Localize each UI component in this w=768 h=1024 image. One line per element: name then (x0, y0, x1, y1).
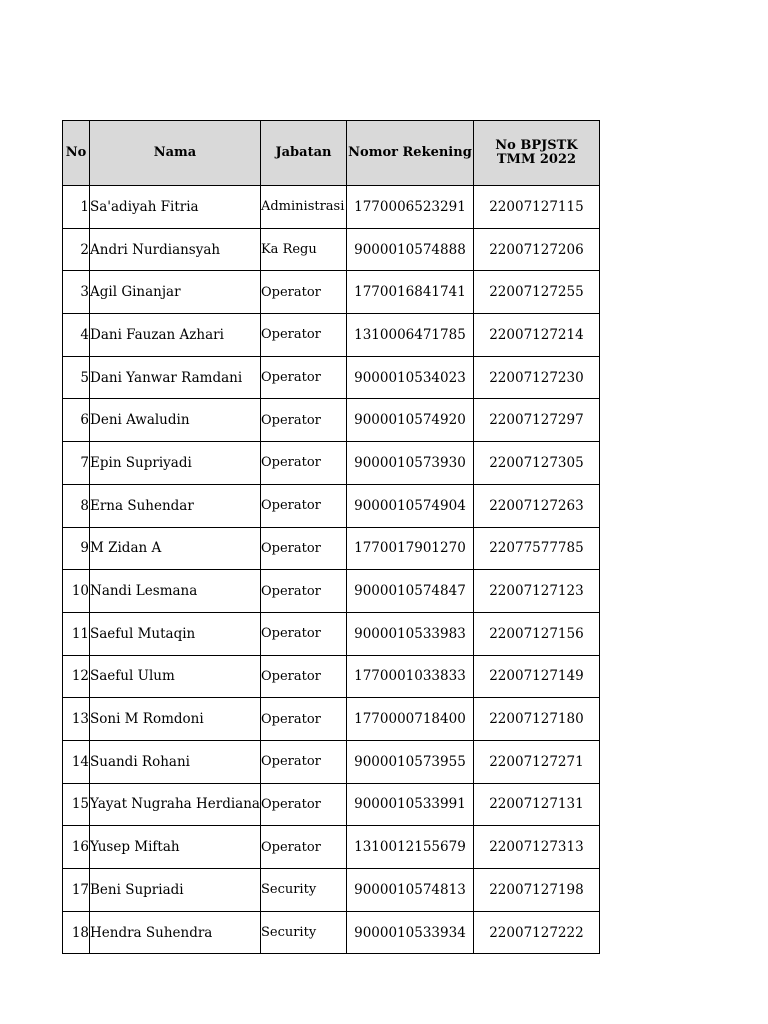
cell-no-bpjstk: 22007127230 (473, 356, 599, 399)
cell-no: 1 (63, 186, 90, 229)
cell-no: 16 (63, 826, 90, 869)
cell-no: 10 (63, 570, 90, 613)
cell-jabatan: Operator (260, 826, 346, 869)
table-row (63, 869, 600, 912)
table-row (63, 484, 600, 527)
table-row (63, 612, 600, 655)
header-no: No (63, 121, 90, 186)
cell-no-bpjstk: 22007127180 (473, 698, 599, 741)
cell-no: 13 (63, 698, 90, 741)
cell-no: 8 (63, 484, 90, 527)
cell-nomor-rekening: 9000010574904 (346, 484, 473, 527)
table-body (63, 186, 600, 954)
cell-nama: Hendra Suhendra (90, 911, 261, 954)
cell-jabatan: Operator (260, 740, 346, 783)
header-no-bpjstk: No BPJSTK TMM 2022 (473, 121, 599, 186)
cell-no: 15 (63, 783, 90, 826)
table-row (63, 655, 600, 698)
cell-nomor-rekening: 1770016841741 (346, 271, 473, 314)
table-row (63, 228, 600, 271)
cell-no: 14 (63, 740, 90, 783)
cell-nama: Deni Awaludin (90, 399, 261, 442)
cell-nama: Agil Ginanjar (90, 271, 261, 314)
cell-no-bpjstk: 22007127131 (473, 783, 599, 826)
cell-no: 3 (63, 271, 90, 314)
table-row (63, 570, 600, 613)
cell-no-bpjstk: 22007127305 (473, 442, 599, 485)
cell-jabatan: Operator (260, 612, 346, 655)
cell-jabatan: Security (260, 911, 346, 954)
table-row (63, 527, 600, 570)
table-row (63, 356, 600, 399)
cell-nama: Beni Supriadi (90, 869, 261, 912)
cell-nama: Suandi Rohani (90, 740, 261, 783)
cell-nama: Soni M Romdoni (90, 698, 261, 741)
cell-nama: Sa'adiyah Fitria (90, 186, 261, 229)
cell-nomor-rekening: 9000010534023 (346, 356, 473, 399)
cell-no-bpjstk: 22007127297 (473, 399, 599, 442)
cell-jabatan: Operator (260, 399, 346, 442)
table-row (63, 314, 600, 357)
cell-jabatan: Ka Regu (260, 228, 346, 271)
cell-nama: Dani Fauzan Azhari (90, 314, 261, 357)
header-jabatan: Jabatan (260, 121, 346, 186)
cell-nama: Saeful Ulum (90, 655, 261, 698)
cell-nomor-rekening: 9000010574888 (346, 228, 473, 271)
cell-no: 17 (63, 869, 90, 912)
cell-nama: Epin Supriyadi (90, 442, 261, 485)
employee-table (62, 120, 600, 954)
cell-jabatan: Operator (260, 271, 346, 314)
cell-nomor-rekening: 1770000718400 (346, 698, 473, 741)
cell-no-bpjstk: 22007127263 (473, 484, 599, 527)
cell-jabatan: Operator (260, 698, 346, 741)
cell-nomor-rekening: 1770006523291 (346, 186, 473, 229)
cell-no-bpjstk: 22077577785 (473, 527, 599, 570)
header-nomor-rekening: Nomor Rekening (346, 121, 473, 186)
cell-nomor-rekening: 1770017901270 (346, 527, 473, 570)
cell-nama: Nandi Lesmana (90, 570, 261, 613)
table-row (63, 186, 600, 229)
cell-no: 5 (63, 356, 90, 399)
cell-no-bpjstk: 22007127222 (473, 911, 599, 954)
cell-no: 12 (63, 655, 90, 698)
cell-no-bpjstk: 22007127198 (473, 869, 599, 912)
cell-jabatan: Security (260, 869, 346, 912)
cell-no-bpjstk: 22007127149 (473, 655, 599, 698)
cell-no: 9 (63, 527, 90, 570)
cell-jabatan: Administrasi (260, 186, 346, 229)
cell-nomor-rekening: 9000010574847 (346, 570, 473, 613)
table-row (63, 271, 600, 314)
cell-nomor-rekening: 9000010574813 (346, 869, 473, 912)
table-header (63, 121, 600, 186)
cell-no-bpjstk: 22007127214 (473, 314, 599, 357)
cell-jabatan: Operator (260, 314, 346, 357)
table-row (63, 740, 600, 783)
cell-jabatan: Operator (260, 442, 346, 485)
cell-nama: Dani Yanwar Ramdani (90, 356, 261, 399)
cell-nomor-rekening: 1310012155679 (346, 826, 473, 869)
cell-no: 11 (63, 612, 90, 655)
cell-nomor-rekening: 9000010573930 (346, 442, 473, 485)
cell-nomor-rekening: 9000010574920 (346, 399, 473, 442)
cell-no-bpjstk: 22007127206 (473, 228, 599, 271)
cell-no-bpjstk: 22007127313 (473, 826, 599, 869)
cell-nomor-rekening: 9000010573955 (346, 740, 473, 783)
cell-nama: Saeful Mutaqin (90, 612, 261, 655)
table-row (63, 826, 600, 869)
cell-jabatan: Operator (260, 527, 346, 570)
cell-jabatan: Operator (260, 655, 346, 698)
cell-no: 18 (63, 911, 90, 954)
cell-nomor-rekening: 1310006471785 (346, 314, 473, 357)
cell-no-bpjstk: 22007127156 (473, 612, 599, 655)
cell-nomor-rekening: 9000010533983 (346, 612, 473, 655)
cell-nama: Erna Suhendar (90, 484, 261, 527)
cell-jabatan: Operator (260, 570, 346, 613)
header-nama: Nama (90, 121, 261, 186)
cell-jabatan: Operator (260, 356, 346, 399)
cell-no-bpjstk: 22007127123 (473, 570, 599, 613)
cell-nama: Andri Nurdiansyah (90, 228, 261, 271)
cell-nama: M Zidan A (90, 527, 261, 570)
table-row (63, 442, 600, 485)
cell-no: 6 (63, 399, 90, 442)
header-row (63, 121, 600, 186)
cell-jabatan: Operator (260, 783, 346, 826)
cell-no: 4 (63, 314, 90, 357)
table-row (63, 783, 600, 826)
cell-nomor-rekening: 9000010533991 (346, 783, 473, 826)
cell-jabatan: Operator (260, 484, 346, 527)
cell-no-bpjstk: 22007127255 (473, 271, 599, 314)
cell-no-bpjstk: 22007127115 (473, 186, 599, 229)
table-row (63, 911, 600, 954)
cell-no: 2 (63, 228, 90, 271)
cell-nama: Yusep Miftah (90, 826, 261, 869)
cell-nama: Yayat Nugraha Herdiana (90, 783, 261, 826)
table-row (63, 399, 600, 442)
cell-no: 7 (63, 442, 90, 485)
cell-nomor-rekening: 9000010533934 (346, 911, 473, 954)
table-row (63, 698, 600, 741)
cell-nomor-rekening: 1770001033833 (346, 655, 473, 698)
cell-no-bpjstk: 22007127271 (473, 740, 599, 783)
